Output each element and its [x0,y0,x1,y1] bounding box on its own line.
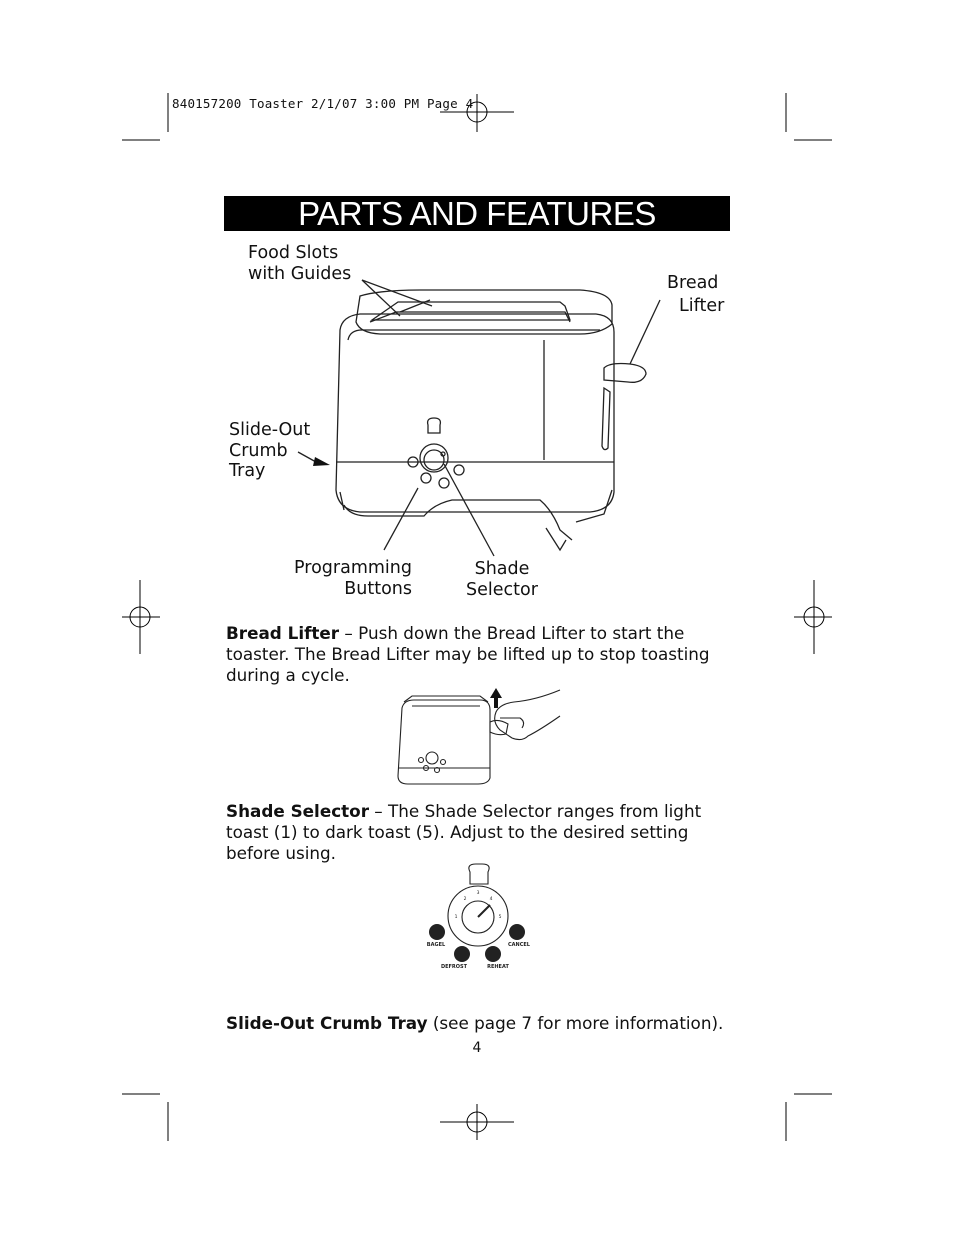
label-line: Tray [229,461,266,481]
label-line: Slide-Out [229,420,311,440]
dial-mark: 1 [454,915,458,920]
print-slug: 840157200 Toaster 2/1/07 3:00 PM Page 4 [172,96,474,111]
reheat-label: REHEAT [487,964,509,970]
cancel-label: CANCEL [508,942,530,948]
defrost-label: DEFROST [440,964,468,970]
crumb-tray-description [226,1013,746,1034]
label-line: Crumb [229,440,288,461]
bagel-button[interactable] [429,924,445,940]
label-line: with Guides [248,263,352,284]
page-title: PARTS AND FEATURES [298,195,656,232]
label-line: Selector [466,579,538,600]
dial-mark: 2 [463,897,467,902]
section-text: (see page 7 for more information). [427,1013,724,1033]
label-line: Lifter [679,295,725,316]
label-line: Shade [474,559,530,579]
page-number: 4 [472,1040,482,1056]
bagel-label: BAGEL [426,942,446,948]
section-text: – The Shade Selector ranges from light toast (1) to dark toast (5). Adjust to the desired setting before using. [226,801,702,863]
dial-mark: 4 [489,897,493,902]
dial-mark: 3 [476,891,480,896]
label-line: Programming [294,558,412,578]
defrost-button[interactable] [454,946,470,962]
section-text: – Push down the Bread Lifter to start the toaster. The Bread Lifter may be lifted up to stop toasting during a cycle. [226,623,710,685]
reheat-button[interactable] [485,946,501,962]
section-heading: Slide-Out Crumb Tray [226,1013,428,1033]
label-line: Food Slots [248,243,339,263]
label-line: Buttons [344,578,412,599]
label-line: Bread [667,273,719,293]
section-heading: Shade Selector [226,801,369,821]
section-heading: Bread Lifter [226,623,340,643]
dial-mark: 5 [498,915,502,920]
toast-icon [469,864,489,884]
cancel-button[interactable] [509,924,525,940]
